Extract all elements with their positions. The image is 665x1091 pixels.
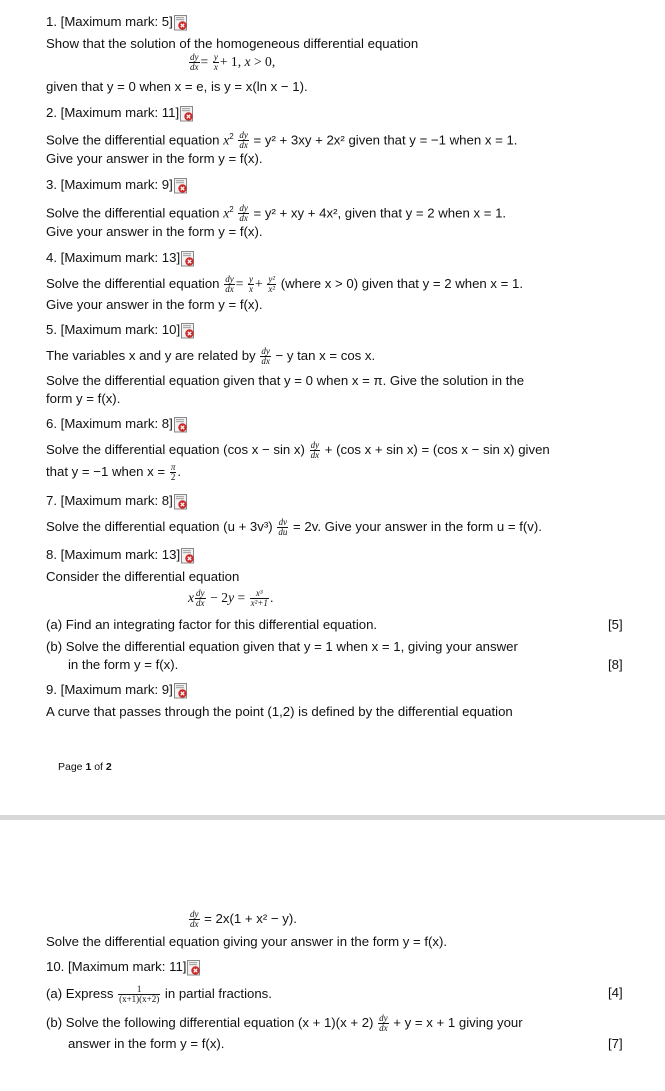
q3-question: Solve the differential equation $x^2$ $\frac{dy}{dx}$ = y² + xy + 4x², given that y = 2 when x = 1. — [46, 203, 507, 224]
q5-header: 5. [Maximum mark: 10] — [46, 322, 195, 339]
q9-text: A curve that passes through the point (1,2) is defined by the differential equation — [46, 704, 513, 719]
pdf-icon[interactable] — [174, 417, 188, 433]
pdf-icon[interactable] — [174, 494, 188, 510]
page-number: Page 1 of 2 — [58, 761, 112, 773]
q1-text: Show that the solution of the homogeneous differential equation — [46, 36, 419, 51]
q10-header: 10. [Maximum mark: 11] — [46, 959, 201, 976]
pdf-icon[interactable] — [181, 548, 195, 564]
q8-part-b: (b) Solve the differential equation given that y = 1 when x = 1, giving your answer — [46, 639, 518, 654]
q8-header: 8. [Maximum mark: 13] — [46, 547, 195, 564]
q1-equation: $\frac{dy}{dx}$ = $\frac{y}{x}$ + 1, x > 0, — [190, 52, 276, 72]
page-separator — [0, 815, 665, 820]
q3-header: 3. [Maximum mark: 9] — [46, 177, 188, 194]
q2-header: 2. [Maximum mark: 11] — [46, 105, 194, 122]
q5-line3: form y = f(x). — [46, 391, 121, 406]
q10-part-b-marks: [7] — [608, 1036, 623, 1051]
q9-header: 9. [Maximum mark: 9] — [46, 682, 188, 699]
q8-text: Consider the differential equation — [46, 569, 240, 584]
q9-equation: $\frac{dy}{dx}$ = 2x(1 + x² − y). — [190, 909, 297, 929]
q1-condition: given that y = 0 when x = e, is y = x(ln x − 1). — [46, 79, 308, 94]
q3-form: Give your answer in the form y = f(x). — [46, 224, 263, 239]
q1-header: 1. [Maximum mark: 5] — [46, 14, 188, 31]
pdf-icon[interactable] — [174, 178, 188, 194]
q5-question: The variables x and y are related by $\frac{dy}{dx}$ − y tan x = cos x. — [46, 346, 376, 366]
q10-part-a-marks: [4] — [608, 985, 623, 1000]
q9-line2: Solve the differential equation giving your answer in the form y = f(x). — [46, 934, 448, 949]
q4-form: Give your answer in the form y = f(x). — [46, 297, 263, 312]
q10-part-b: (b) Solve the following differential equation (x + 1)(x + 2) $\frac{dy}{dx}$ + y = x + 1 giving your — [46, 1013, 523, 1033]
pdf-icon[interactable] — [174, 683, 188, 699]
q6-question: Solve the differential equation (cos x − sin x) $\frac{dy}{dx}$ + (cos x + sin x) = (cos x − sin x) given — [46, 440, 550, 460]
q2-form: Give your answer in the form y = f(x). — [46, 151, 263, 166]
pdf-icon[interactable] — [181, 323, 195, 339]
pdf-icon[interactable] — [174, 15, 188, 31]
q8-equation: x $\frac{dy}{dx}$ − 2y = $\frac{\text{x³}}{\text{x²+1}}$ . — [188, 588, 274, 608]
q8-part-b-line2: in the form y = f(x). — [68, 657, 179, 672]
q5-line2: Solve the differential equation given that y = 0 when x = π. Give the solution in the — [46, 373, 525, 388]
pdf-icon[interactable] — [187, 960, 201, 976]
q10-part-a: (a) Express $\frac{1}{(x+1)(x+2)}$ in partial fractions. — [46, 984, 272, 1004]
q6-line2: that y = −1 when x = $\frac{\pi}{2}$ . — [46, 462, 181, 482]
q7-question: Solve the differential equation (u + 3v³) $\frac{dv}{du}$ = 2v. Give your answer in the form u = f(v). — [46, 517, 542, 537]
pdf-icon[interactable] — [180, 106, 194, 122]
q4-question: Solve the differential equation $\frac{dy}{dx}$ = $\frac{y}{x}$ + $\frac{\text{y²}}{\text{x²}}$ (where x > 0) given that y = 2 when x = 1. — [46, 274, 524, 294]
q8-part-a-marks: [5] — [608, 617, 623, 632]
q8-part-a: (a) Find an integrating factor for this differential equation. — [46, 617, 378, 632]
q10-part-b-line2: answer in the form y = f(x). — [68, 1036, 225, 1051]
q6-header: 6. [Maximum mark: 8] — [46, 416, 188, 433]
q4-header: 4. [Maximum mark: 13] — [46, 250, 195, 267]
pdf-icon[interactable] — [181, 251, 195, 267]
q2-question: Solve the differential equation $x^2$ $\frac{dy}{dx}$ = y² + 3xy + 2x² given that y = −1 when x = 1. — [46, 130, 518, 151]
q7-header: 7. [Maximum mark: 8] — [46, 493, 188, 510]
q8-part-b-marks: [8] — [608, 657, 623, 672]
